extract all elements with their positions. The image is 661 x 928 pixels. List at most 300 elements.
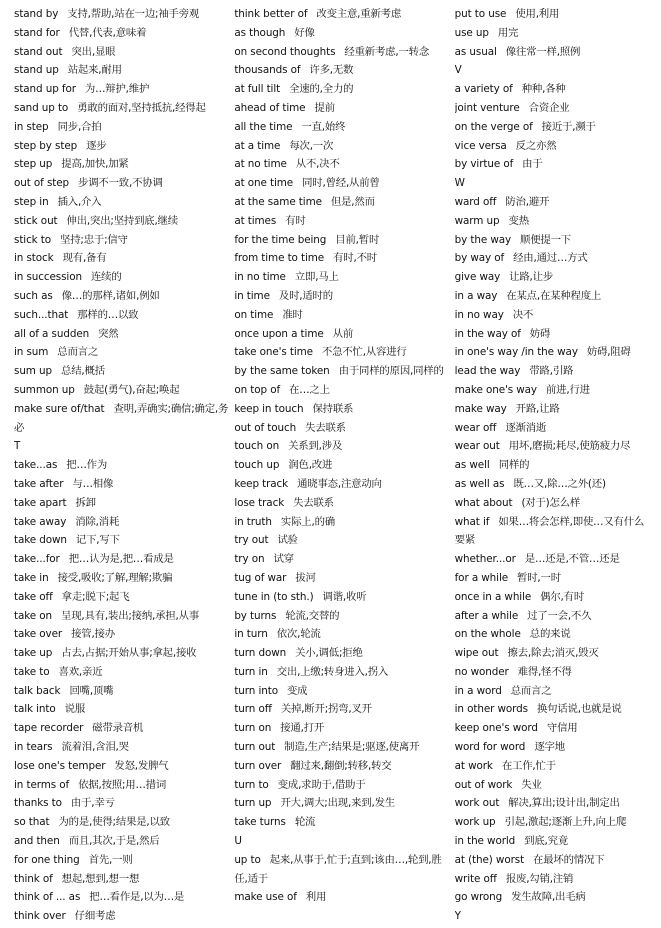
phrase-english: at work [454, 759, 493, 772]
phrase-chinese: 解决,算出;设计出,制定出 [508, 797, 620, 810]
phrase-entry [455, 700, 654, 719]
phrase-english: make sure of/that [14, 402, 105, 415]
phrase-english: take to [14, 665, 50, 678]
phrase-entry [14, 719, 234, 738]
phrase-english: keep in touch [234, 402, 304, 415]
phrase-chinese: 突然 [98, 327, 119, 340]
phrase-chinese: 偶尔,有时 [540, 590, 585, 603]
phrase-english: all of a sudden [14, 327, 90, 340]
phrase-chinese: 总而言之 [57, 346, 99, 359]
phrase-chinese: 制造,生产;结果是;驱逐,使离开 [284, 741, 420, 754]
phrase-entry [234, 306, 454, 325]
phrase-chinese: 与…相像 [72, 477, 114, 490]
phrase-entry [234, 888, 454, 907]
phrase-english: in one's way /in the way [454, 346, 578, 359]
phrase-entry [234, 625, 454, 644]
phrase-entry [455, 888, 654, 907]
phrase-entry [234, 419, 454, 438]
phrase-english: think of ... as [14, 891, 81, 904]
phrase-entry [455, 362, 654, 381]
phrase-entry [455, 475, 654, 494]
phrase-chinese: 调谐,收听 [322, 590, 367, 603]
phrase-english: go wrong [454, 891, 503, 904]
phrase-entry [234, 719, 454, 738]
phrase-entry [14, 550, 234, 569]
phrase-entry [14, 700, 234, 719]
phrase-english: keep one's word [454, 722, 538, 735]
phrase-entry [14, 625, 234, 644]
phrase-english: lose track [234, 496, 285, 509]
section-letter-text: Y [454, 910, 461, 923]
phrase-english: on second thoughts [234, 45, 336, 58]
phrase-english: think better of [234, 8, 308, 20]
phrase-english: as well as [454, 477, 505, 490]
phrase-chinese: 记下,写下 [75, 534, 120, 547]
phrase-chinese: 失业 [521, 778, 542, 791]
section-letter [455, 174, 654, 193]
phrase-english: take...for [14, 553, 60, 566]
phrase-chinese: 突出,显眼 [71, 45, 116, 58]
phrase-entry [14, 888, 234, 907]
phrase-chinese: 由于 [522, 158, 543, 171]
phrase-english: at one time [234, 177, 294, 190]
phrase-english: take away [14, 515, 67, 528]
phrase-english: stand up for [14, 83, 76, 96]
phrase-entry [234, 456, 454, 475]
phrase-entry [14, 531, 234, 550]
phrase-english: take in [14, 571, 49, 584]
phrase-english: turn down [234, 647, 287, 660]
phrase-chinese: 关小,调低;拒绝 [295, 647, 363, 660]
phrase-chinese: 支持,帮助,站在一边;袖手旁观 [67, 8, 200, 20]
phrase-english: take down [14, 534, 67, 547]
phrase-english: for the time being [234, 233, 327, 246]
phrase-entry [14, 118, 234, 137]
phrase-english: by virtue of [454, 158, 514, 171]
phrase-entry [14, 738, 234, 757]
phrase-english: stand by [14, 8, 59, 20]
phrase-chinese: 妨碍,阻碍 [586, 346, 631, 359]
phrase-chinese: 守信用 [546, 722, 578, 735]
phrase-english: turn out [234, 741, 276, 754]
phrase-entry [14, 362, 234, 381]
phrase-chinese: 磁带录音机 [92, 722, 144, 735]
phrase-chinese: 占去,占据;开始从事;拿起,接收 [61, 647, 197, 660]
phrase-entry [455, 325, 654, 344]
phrase-chinese: 同步,合拍 [57, 120, 102, 133]
phrase-english: ahead of time [234, 101, 306, 114]
phrase-entry [234, 644, 454, 663]
phrase-chinese: 在…之上 [289, 383, 330, 396]
phrase-english: by turns [234, 609, 277, 622]
phrase-entry [14, 607, 234, 626]
phrase-chinese: 有时 [285, 214, 306, 227]
phrase-chinese: 同时,曾经,从前曾 [302, 177, 380, 190]
phrase-chinese: 擦去,除去;消灭,毁灭 [507, 647, 599, 660]
phrase-entry [14, 193, 234, 212]
phrase-entry [234, 757, 454, 776]
phrase-english: take up [14, 647, 53, 660]
phrase-chinese: 改变主意,重新考虑 [316, 8, 402, 20]
phrase-entry [234, 137, 454, 156]
phrase-chinese: 鼓起(勇气),奋起;唤起 [83, 383, 180, 396]
phrase-english: take turns [234, 816, 286, 829]
phrase-english: stick out [14, 214, 58, 227]
phrase-english: whether...or [454, 553, 516, 566]
phrase-english: wear off [454, 421, 497, 434]
phrase-entry [234, 249, 454, 268]
phrase-entry [455, 306, 654, 325]
section-letter-text: T [14, 440, 21, 453]
phrase-chinese: 在最坏的情况下 [533, 853, 605, 866]
phrase-chinese: 顺便提一下 [520, 233, 571, 246]
phrase-entry [14, 24, 234, 43]
phrase-chinese: 说服 [64, 703, 86, 716]
phrase-entry [455, 607, 654, 626]
phrase-entry [234, 80, 454, 99]
phrase-chinese: 通晓事态,注意动向 [297, 477, 382, 490]
phrase-english: in turn [234, 628, 268, 641]
phrase-entry [14, 325, 234, 344]
phrase-entry [455, 419, 654, 438]
phrase-english: stand for [14, 26, 60, 39]
phrase-chinese: 暂时,一时 [517, 571, 561, 584]
phrase-english: in tears [14, 741, 53, 754]
phrase-chinese: 首先,一则 [88, 853, 133, 866]
phrase-entry [455, 832, 654, 851]
phrase-chinese: 代替,代表,意味着 [68, 26, 147, 39]
phrase-chinese: 从前 [332, 327, 354, 340]
phrase-chinese: 在工作,忙于 [501, 759, 556, 772]
phrase-chinese: 步调不一致,不协调 [78, 177, 163, 190]
phrase-entry [234, 43, 454, 62]
phrase-chinese: 决不 [512, 308, 534, 321]
phrase-entry [14, 494, 234, 513]
phrase-entry [455, 813, 654, 832]
phrase-entry [234, 400, 454, 419]
phrase-english: tug of war [234, 571, 287, 584]
phrase-english: turn off [234, 703, 272, 716]
phrase-english: take off [14, 590, 53, 603]
phrase-chinese: 由于同样的原因,同样的 [338, 365, 444, 378]
phrase-chinese: 提高,加快,加紧 [61, 158, 129, 171]
phrase-english: turn to [234, 778, 269, 791]
phrase-english: wear out [454, 440, 500, 453]
phrase-english: out of step [14, 177, 70, 190]
phrase-english: what about [454, 496, 513, 509]
phrase-entry [234, 5, 454, 24]
phrase-entry [455, 155, 654, 174]
phrase-chinese: 是…还是,不管…还是 [524, 553, 620, 566]
phrase-chinese: 查明,弄确实;确信;确定,务必 [14, 402, 229, 434]
section-letter-text: U [234, 835, 242, 848]
phrase-chinese: 坚持;忠于;信守 [60, 233, 128, 246]
phrase-chinese: 失去联系 [305, 421, 346, 434]
phrase-entry [234, 513, 454, 532]
phrase-entry [455, 456, 654, 475]
phrase-entry [234, 682, 454, 701]
section-letter-text: V [454, 64, 462, 77]
phrase-chinese: 仔细考虑 [74, 910, 116, 923]
phrase-english: in no way [454, 308, 504, 321]
phrase-entry [455, 644, 654, 663]
phrase-chinese: 拔河 [295, 571, 316, 584]
phrase-entry [455, 682, 654, 701]
section-letter [455, 61, 654, 80]
phrase-chinese: 妨碍 [529, 327, 551, 340]
phrase-english: at no time [234, 158, 287, 171]
phrase-entry [14, 757, 234, 776]
phrase-entry [234, 813, 454, 832]
phrase-chinese: 换句话说,也就是说 [536, 703, 622, 716]
phrase-chinese: 流着泪,含泪,哭 [61, 741, 129, 754]
phrase-entry [234, 776, 454, 795]
phrase-entry [14, 80, 234, 99]
phrase-entry [455, 588, 654, 607]
phrase-english: in sum [14, 346, 49, 359]
phrase-entry [14, 137, 234, 156]
phrase-chinese: 现有,备有 [62, 252, 107, 265]
phrase-english: up to [234, 853, 261, 866]
phrase-chinese: 但是,然而 [330, 195, 375, 208]
phrase-chinese: 想起,想到,想一想 [61, 872, 140, 885]
phrase-chinese: 为的是,使得;结果是,以致 [58, 816, 170, 829]
phrase-chinese: 从不,决不 [295, 158, 340, 171]
phrase-english: as usual [454, 45, 497, 58]
phrase-chinese: 反之亦然 [515, 139, 557, 152]
phrase-chinese: 准时 [282, 308, 303, 321]
phrase-chinese: 发怒,发脾气 [114, 759, 169, 772]
phrase-english: turn on [234, 722, 272, 735]
phrase-chinese: 同样的 [498, 459, 530, 472]
phrase-chinese: 引起,激起;逐渐上升,向上爬 [504, 816, 627, 829]
vocabulary-page [14, 5, 654, 923]
phrase-chinese: 在某点,在某种程度上 [506, 289, 602, 302]
phrase-entry [455, 24, 654, 43]
phrase-entry [455, 757, 654, 776]
phrase-english: warm up [454, 214, 500, 227]
phrase-entry [14, 61, 234, 80]
column-1 [14, 5, 234, 923]
phrase-english: at (the) worst [454, 853, 525, 866]
phrase-chinese: 交出,上缴;转身进入,拐入 [276, 665, 389, 678]
phrase-chinese: 像往常一样,照例 [505, 45, 581, 58]
phrase-english: step in [14, 195, 49, 208]
phrase-english: out of touch [234, 421, 297, 434]
phrase-english: vice versa [454, 139, 507, 152]
phrase-entry [455, 513, 654, 551]
phrase-english: thanks to [14, 797, 62, 810]
phrase-english: work out [454, 797, 500, 810]
phrase-english: on time [234, 308, 274, 321]
phrase-chinese: 把…认为是,把…看成是 [68, 553, 174, 566]
phrase-english: think of [14, 872, 53, 885]
phrase-chinese: 润色,改进 [288, 459, 333, 472]
phrase-entry [14, 794, 234, 813]
phrase-english: sum up [14, 365, 53, 378]
phrase-english: work up [454, 816, 496, 829]
phrase-chinese: 插入,介入 [57, 195, 102, 208]
phrase-entry [234, 531, 454, 550]
phrase-english: by the way [454, 233, 512, 246]
section-letter [14, 437, 234, 456]
phrase-english: and then [14, 835, 60, 848]
phrase-chinese: 变成 [286, 684, 308, 697]
phrase-english: thousands of [234, 64, 301, 77]
phrase-chinese: 提前 [314, 101, 335, 114]
phrase-entry [234, 118, 454, 137]
phrase-entry [14, 776, 234, 795]
phrase-english: sand up to [14, 101, 69, 114]
phrase-chinese: 逐渐消逝 [505, 421, 547, 434]
phrase-entry [14, 644, 234, 663]
phrase-entry [234, 663, 454, 682]
phrase-english: keep track [234, 477, 289, 490]
phrase-english: wipe out [454, 647, 499, 660]
phrase-chinese: 喜欢,亲近 [58, 665, 103, 678]
phrase-english: make use of [234, 891, 297, 904]
phrase-chinese: 站起来,耐用 [67, 64, 122, 77]
phrase-chinese: 轮流,交替的 [285, 609, 340, 622]
phrase-entry [455, 43, 654, 62]
phrase-english: lead the way [454, 365, 521, 378]
phrase-chinese: 全速的,全力的 [289, 83, 354, 96]
phrase-english: by the same token [234, 365, 330, 378]
phrase-chinese: 逐步 [86, 139, 107, 152]
phrase-english: for a while [454, 571, 509, 584]
phrase-chinese: 报废,勾销,注销 [505, 872, 574, 885]
phrase-entry [14, 663, 234, 682]
phrase-chinese: 实际上,的确 [280, 515, 335, 528]
phrase-english: touch on [234, 440, 280, 453]
phrase-english: at the same time [234, 195, 322, 208]
phrase-english: all the time [234, 120, 293, 133]
phrase-entry [14, 475, 234, 494]
phrase-english: try on [234, 553, 265, 566]
phrase-chinese: 许多,无数 [309, 64, 354, 77]
phrase-chinese: 总的来说 [529, 628, 571, 641]
phrase-entry [455, 625, 654, 644]
phrase-entry [14, 400, 234, 438]
phrase-entry [234, 362, 454, 381]
phrase-english: use up [454, 26, 489, 39]
phrase-chinese: 关系到,涉及 [288, 440, 343, 453]
phrase-chinese: 及时,适时的 [278, 289, 333, 302]
phrase-entry [234, 99, 454, 118]
phrase-entry [14, 212, 234, 231]
phrase-english: step up [14, 158, 53, 171]
phrase-entry [14, 870, 234, 889]
phrase-english: what if [454, 515, 490, 528]
phrase-entry [234, 212, 454, 231]
phrase-entry [234, 607, 454, 626]
phrase-chinese: 立即,马上 [294, 271, 339, 284]
phrase-entry [455, 137, 654, 156]
phrase-english: tune in (to sth.) [234, 590, 314, 603]
phrase-english: no wonder [454, 665, 509, 678]
phrase-entry [234, 700, 454, 719]
phrase-chinese: 如果…将会怎样,即使…又有什么要紧 [454, 515, 645, 547]
phrase-entry [14, 813, 234, 832]
phrase-chinese: 经由,通过…方式 [513, 252, 588, 265]
phrase-entry [455, 193, 654, 212]
phrase-chinese: 试验 [277, 534, 298, 547]
phrase-english: turn over [234, 759, 282, 772]
phrase-chinese: 难得,怪不得 [517, 665, 572, 678]
phrase-entry [234, 24, 454, 43]
phrase-entry [14, 381, 234, 400]
phrase-chinese: 翻过来,翻倒;转移,转交 [290, 759, 392, 772]
phrase-entry [234, 588, 454, 607]
phrase-chinese: 那样的…以致 [77, 308, 139, 321]
phrase-entry [14, 588, 234, 607]
phrase-chinese: 使用,利用 [515, 8, 560, 20]
phrase-chinese: 回嘴,顶嘴 [69, 684, 114, 697]
phrase-english: in truth [234, 515, 272, 528]
phrase-english: tape recorder [14, 722, 84, 735]
phrase-chinese: 接通,打开 [280, 722, 325, 735]
phrase-chinese: 种种,各种 [521, 83, 566, 96]
phrase-english: once in a while [454, 590, 532, 603]
phrase-entry [234, 738, 454, 757]
phrase-entry [455, 870, 654, 889]
phrase-english: take...as [14, 459, 58, 472]
phrase-english: in the world [454, 835, 516, 848]
phrase-english: take apart [14, 496, 67, 509]
phrase-english: in step [14, 120, 49, 133]
phrase-english: on the whole [454, 628, 521, 641]
phrase-entry [455, 249, 654, 268]
phrase-entry [455, 400, 654, 419]
phrase-english: on the verge of [454, 120, 533, 133]
phrase-chinese: 到底,究竟 [524, 835, 569, 848]
phrase-english: by way of [454, 252, 505, 265]
phrase-chinese: 接受,吸收;了解,理解;欺骗 [57, 571, 173, 584]
phrase-english: step by step [14, 139, 78, 152]
phrase-english: ward off [454, 195, 497, 208]
section-letter-text: W [454, 177, 465, 190]
phrase-entry [14, 513, 234, 532]
phrase-chinese: 接近于,濒于 [541, 120, 596, 133]
phrase-chinese: 依据,按照;用…措词 [78, 778, 167, 791]
phrase-english: lose one's temper [14, 759, 106, 772]
phrase-english: as though [234, 26, 286, 39]
phrase-english: turn up [234, 797, 272, 810]
phrase-chinese: 把…作为 [66, 459, 108, 472]
phrase-english: stand out [14, 45, 63, 58]
phrase-chinese: 起来,从事于,忙于;直到;该由…,轮到,胜任,适于 [234, 853, 442, 885]
phrase-entry [14, 43, 234, 62]
phrase-english: turn in [234, 665, 268, 678]
phrase-chinese: 有时,不时 [333, 252, 377, 265]
phrase-chinese: (对于)怎么样 [521, 496, 581, 509]
phrase-entry [455, 343, 654, 362]
phrase-english: take over [14, 628, 63, 641]
phrase-english: in other words [454, 703, 528, 716]
phrase-chinese: 变热 [508, 214, 529, 227]
phrase-entry [14, 682, 234, 701]
phrase-chinese: 好像 [294, 26, 315, 39]
phrase-english: write off [454, 872, 497, 885]
phrase-english: stand up [14, 64, 59, 77]
phrase-chinese: 接管,接办 [71, 628, 115, 641]
column-2 [234, 5, 454, 923]
phrase-english: summon up [14, 383, 75, 396]
phrase-entry [234, 851, 454, 889]
phrase-entry [455, 738, 654, 757]
phrase-entry [234, 231, 454, 250]
phrase-entry [455, 5, 654, 24]
